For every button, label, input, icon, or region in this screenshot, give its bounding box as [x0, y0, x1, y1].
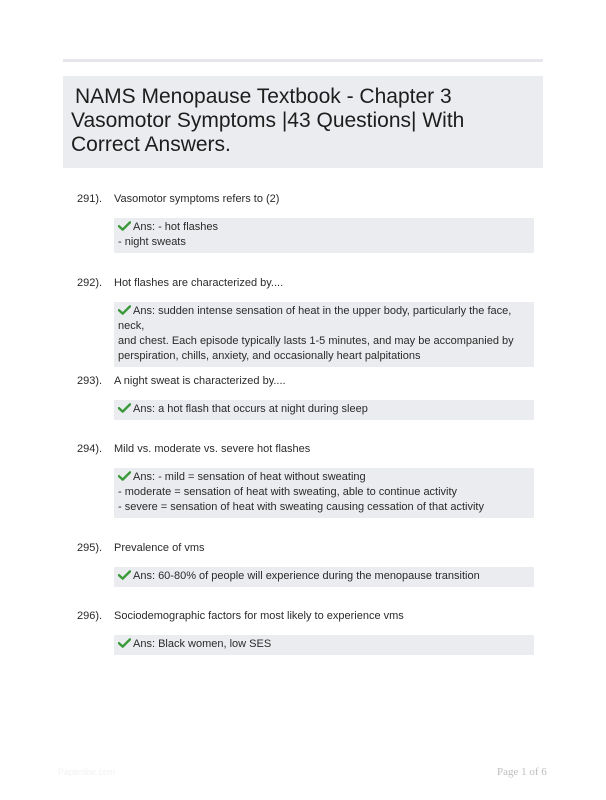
question-text: Hot flashes are characterized by....	[114, 277, 284, 289]
question-number: 293).	[77, 375, 103, 387]
page-number: Page 1 of 6	[497, 766, 547, 778]
question-text: Vasomotor symptoms refers to (2)	[114, 193, 280, 205]
title-line-3: Correct Answers.	[71, 133, 231, 156]
check-icon	[118, 570, 131, 580]
question-number: 295).	[77, 542, 103, 554]
answer-box	[114, 400, 534, 420]
answer-line: - moderate = sensation of heat with sweating, able to continue activity	[118, 486, 458, 498]
answer-line: perspiration, chills, anxiety, and occasionally heart palpitations	[118, 350, 421, 362]
question-text: A night sweat is characterized by....	[114, 375, 286, 387]
answer-box	[114, 567, 534, 587]
answer-line: Ans: sudden intense sensation of heat in the upper body, particularly the face, neck,	[118, 305, 512, 332]
answer-line: Ans: - mild = sensation of heat without sweating	[133, 471, 366, 483]
question-number: 291).	[77, 193, 103, 205]
check-icon	[118, 403, 131, 413]
answer-box	[114, 302, 534, 367]
title-line-1: NAMS Menopause Textbook - Chapter 3	[75, 85, 452, 108]
check-icon	[118, 471, 131, 481]
answer-line: Ans: a hot flash that occurs at night during sleep	[133, 403, 368, 415]
question-number: 292).	[77, 277, 103, 289]
question-number: 294).	[77, 443, 103, 455]
answer-box	[114, 635, 534, 655]
answer-line: - night sweats	[118, 236, 186, 248]
answer-box	[114, 218, 534, 253]
answer-line: Ans: 60-80% of people will experience during the menopause transition	[133, 570, 480, 582]
question-text: Mild vs. moderate vs. severe hot flashes	[114, 443, 311, 455]
title-line-2: Vasomotor Symptoms |43 Questions| With	[71, 109, 465, 132]
question-text: Prevalence of vms	[114, 542, 205, 554]
check-icon	[118, 638, 131, 648]
answer-line: Ans: - hot flashes	[133, 221, 218, 233]
footer-watermark: Paperlibe.com	[58, 767, 116, 777]
check-icon	[118, 221, 131, 231]
title-banner	[63, 76, 543, 168]
answer-box	[114, 468, 534, 518]
question-text: Sociodemographic factors for most likely to experience vms	[114, 610, 404, 622]
answer-line: - severe = sensation of heat with sweating causing cessation of that activity	[118, 501, 484, 513]
question-number: 296).	[77, 610, 103, 622]
page-title	[63, 76, 543, 157]
answer-line: and chest. Each episode typically lasts 1-5 minutes, and may be accompanied by	[118, 335, 514, 347]
top-divider	[63, 59, 543, 62]
check-icon	[118, 305, 131, 315]
answer-line: Ans: Black women, low SES	[133, 638, 272, 650]
